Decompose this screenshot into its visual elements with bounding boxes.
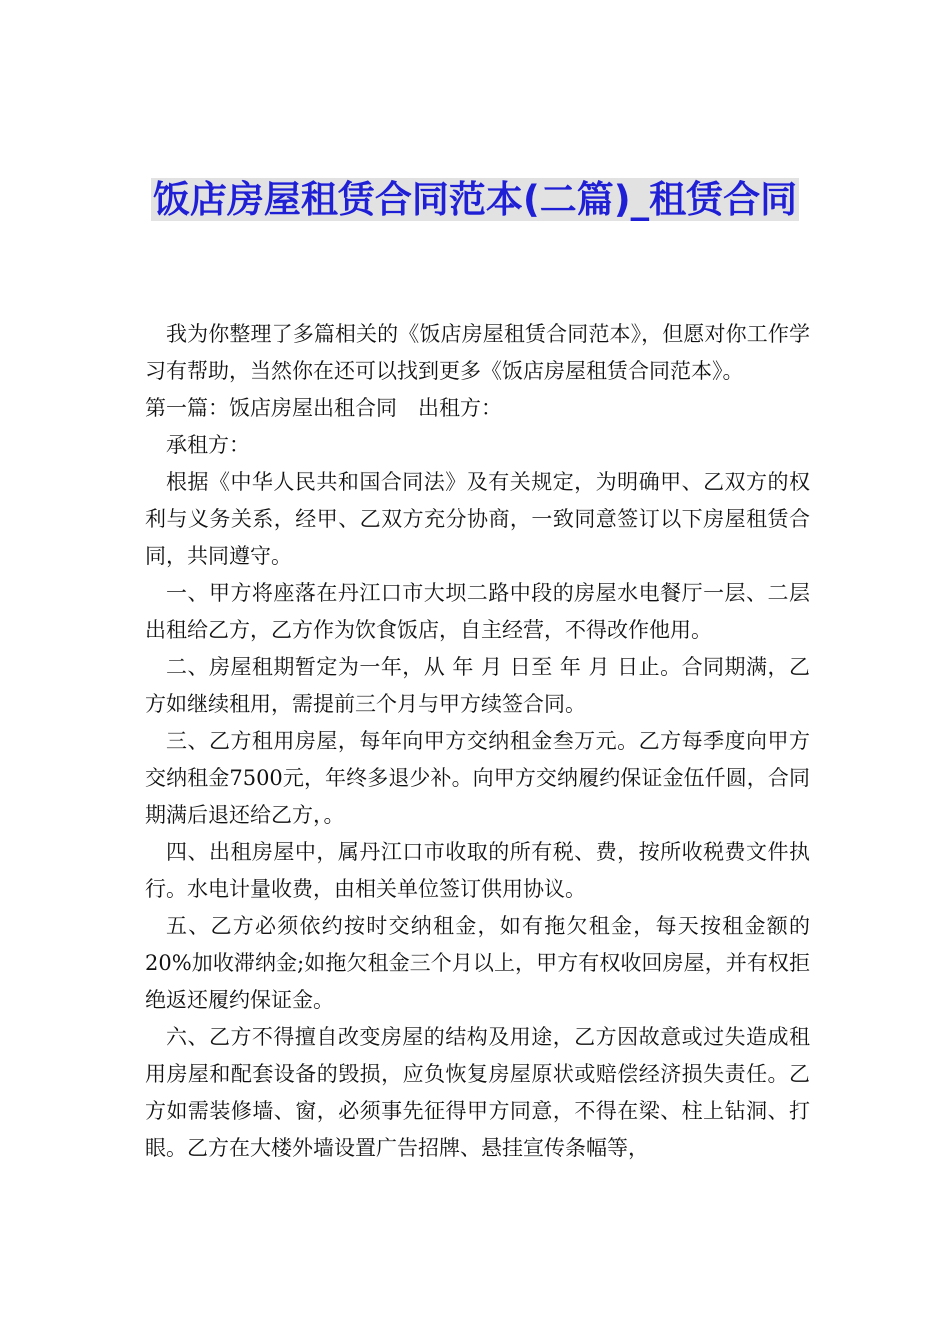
paragraph-clause-2: 二、房屋租期暂定为一年，从 年 月 日至 年 月 日止。合同期满，乙方如继续租用，需提前三个月与甲方续签合同。: [145, 655, 810, 716]
paragraph-clause-6: 六、乙方不得擅自改变房屋的结构及用途，乙方因故意或过失造成租用房屋和配套设备的毁损，应负恢复房屋原状或赔偿经济损失责任。乙方如需装修墙、窗，必须事先征得甲方同意，不得在梁、柱上钻洞、打眼。乙方在大楼外墙设置广告招牌、悬挂宣传条幅等，: [145, 1025, 810, 1160]
paragraph-clause-3: 三、乙方租用房屋，每年向甲方交纳租金叁万元。乙方每季度向甲方交纳租金7500元，年终多退少补。向甲方交纳履约保证金伍仟圆，合同期满后退还给乙方，。: [145, 729, 810, 827]
paragraph-clause-4: 四、出租房屋中，属丹江口市收取的所有税、费，按所收税费文件执行。水电计量收费，由相关单位签订供用协议。: [145, 840, 810, 901]
paragraph-section-heading: 第一篇：饭店房屋出租合同 出租方：: [145, 396, 502, 420]
paragraph-intro: 我为你整理了多篇相关的《饭店房屋租赁合同范本》，但愿对你工作学习有帮助，当然你在还可以找到更多《饭店房屋租赁合同范本》。: [145, 322, 810, 383]
paragraph-basis: 根据《中华人民共和国合同法》及有关规定，为明确甲、乙双方的权利与义务关系，经甲、乙双方充分协商，一致同意签订以下房屋租赁合同，共同遵守。: [145, 470, 810, 568]
paragraph-clause-1: 一、甲方将座落在丹江口市大坝二路中段的房屋水电餐厅一层、二层出租给乙方，乙方作为饮食饭店，自主经营，不得改作他用。: [145, 581, 810, 642]
paragraph-clause-5: 五、乙方必须依约按时交纳租金，如有拖欠租金，每天按租金额的20%加收滞纳金;如拖欠租金三个月以上，甲方有权收回房屋，并有权拒绝返还履约保证金。: [145, 914, 810, 1012]
paragraph-lessee: 承租方：: [166, 433, 250, 457]
document-body: [145, 316, 810, 1167]
document-title: [140, 175, 810, 225]
document-title-text: 饭店房屋租赁合同范本(二篇)_租赁合同: [152, 178, 798, 221]
